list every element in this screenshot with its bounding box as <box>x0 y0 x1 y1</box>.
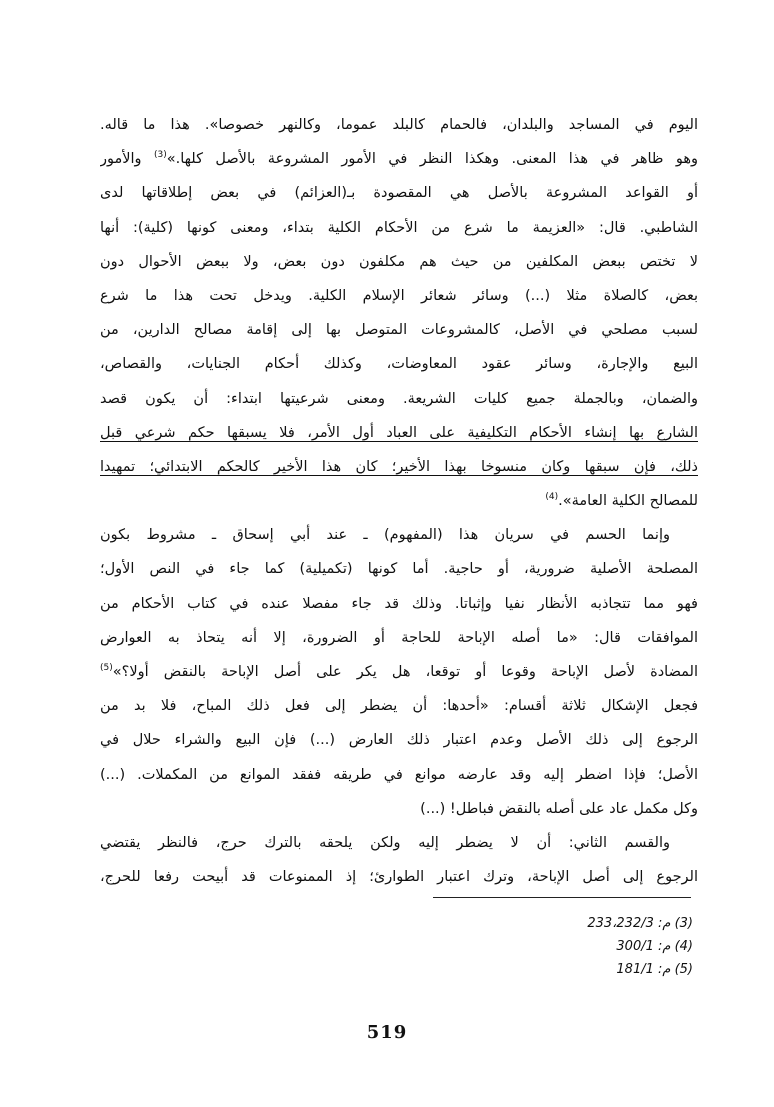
footnote: (4) م: 300/1 <box>616 939 693 954</box>
body-text <box>100 108 698 894</box>
text-line <box>100 655 698 689</box>
text-segment: للمصالح الكلية العامة». <box>558 493 698 510</box>
text-line: الرجوع إلى ذلك الأصل وعدم اعتبار ذلك العارض (...) فإن البيع والشراء حلال في <box>100 732 698 749</box>
text-line: أو القواعد المشروعة بالأصل هي المقصودة بـ(العزائم) في بعض إطلاقاتها لدى <box>100 185 698 202</box>
text-line: والقسم الثاني: أن لا يضطر إليه ولكن يلحقه بالترك حرج، فالنظر يقتضي <box>100 834 670 851</box>
text-line: المصلحة الأصلية ضرورية، أو حاجية. أما كونها (تكميلية) كما جاء في النص الأول؛ <box>100 561 698 578</box>
text-line: الشاطبي. قال: «العزيمة ما شرع من الأحكام الكلية بتداء، ومعنى كونها (كلية): أنها <box>100 219 698 236</box>
text-line: لا تختص ببعض المكلفين من حيث هم مكلفون دون بعض، ولا ببعض الأحوال دون <box>100 253 698 270</box>
text-segment: المضادة لأصل الإباحة وقوعا أو توقعا، هل يكر على أصل الإباحة بالنقض أولا؟» <box>112 664 698 680</box>
text-line: فهو مما تتجاذبه الأنظار نفيا وإثباتا. وذلك قد جاء مفصلا عنده في كتاب الأحكام من <box>100 595 698 612</box>
text-line <box>100 484 698 518</box>
text-line: الأصل؛ فإذا اضطر إليه وقد عارضه موانع في طريقه ففقد الموانع من المكملات. (...) <box>100 766 698 783</box>
underlined-line: الشارع بها إنشاء الأحكام التكليفية على العباد أول الأمر، فلا يسبقها حكم شرعي قبل <box>100 424 698 441</box>
text-line: وإنما الحسم في سريان هذا (المفهوم) ـ عند أبي إسحاق ـ مشروط بكون <box>100 527 670 544</box>
footnote-marker: (3) <box>153 150 167 161</box>
text-line: البيع والإجارة، وسائر عقود المعاوضات، وكذلك أحكام الجنايات، والقصاص، <box>100 356 698 373</box>
footnote-marker: (4) <box>545 492 559 503</box>
text-line: بعض، كالصلاة مثلا (...) وسائر شعائر الإسلام الكلية. ويدخل تحت هذا ما شرع <box>100 287 698 304</box>
text-line: والضمان، وبالجملة جميع كليات الشريعة. ومعنى شرعيتها ابتداء: أن يكون قصد <box>100 390 698 407</box>
text-line: اليوم في المساجد والبلدان، فالحمام كالبلد عموما، وكالنهر خصوصا». هذا ما قاله. <box>100 117 698 133</box>
footnote: (3) م: 233،232/3 <box>587 916 693 931</box>
footnote-divider <box>433 897 691 898</box>
text-line: وهو ظاهر في هذا المعنى. وهكذا النظر في الأمور المشروعة بالأصل كلها.»$^{(3)}$ والأمور <box>100 150 698 168</box>
underlined-line: ذلك، فإن سبقها وكان منسوخا بهذا الأخير؛ كان هذا الأخير كالحكم الابتدائي؛ تمهيدا <box>100 458 698 475</box>
footnotes <box>500 912 693 981</box>
footnote-marker: (5) <box>100 663 113 674</box>
text-line: فجعل الإشكال ثلاثة أقسام: «أحدها: أن يضطر إلى فعل ذلك المباح، فلا بد من <box>100 698 698 715</box>
footnote: (5) م: 181/1 <box>616 962 693 977</box>
text-line: لسبب مصلحي في الأصل، كالمشروعات المتوصل بها إلى إقامة مصالح الدارين، من <box>100 322 698 339</box>
text-line: الرجوع إلى أصل الإباحة، وترك اعتبار الطوارئ؛ إذ الممنوعات قد أبيحت رفعا للحرج، <box>100 869 698 886</box>
text-line: وكل مكمل عاد على أصله بالنقض فباطل! (...) <box>420 800 698 817</box>
text-segment: وهو ظاهر في هذا المعنى. وهكذا النظر في الأمور المشروعة بالأصل كلها.» <box>166 151 698 168</box>
text-line: الموافقات قال: «ما أصله الإباحة للحاجة أو الضرورة، إلا أنه يتحاذ به العوارض <box>100 629 698 646</box>
page-number: 519 <box>366 1022 408 1043</box>
